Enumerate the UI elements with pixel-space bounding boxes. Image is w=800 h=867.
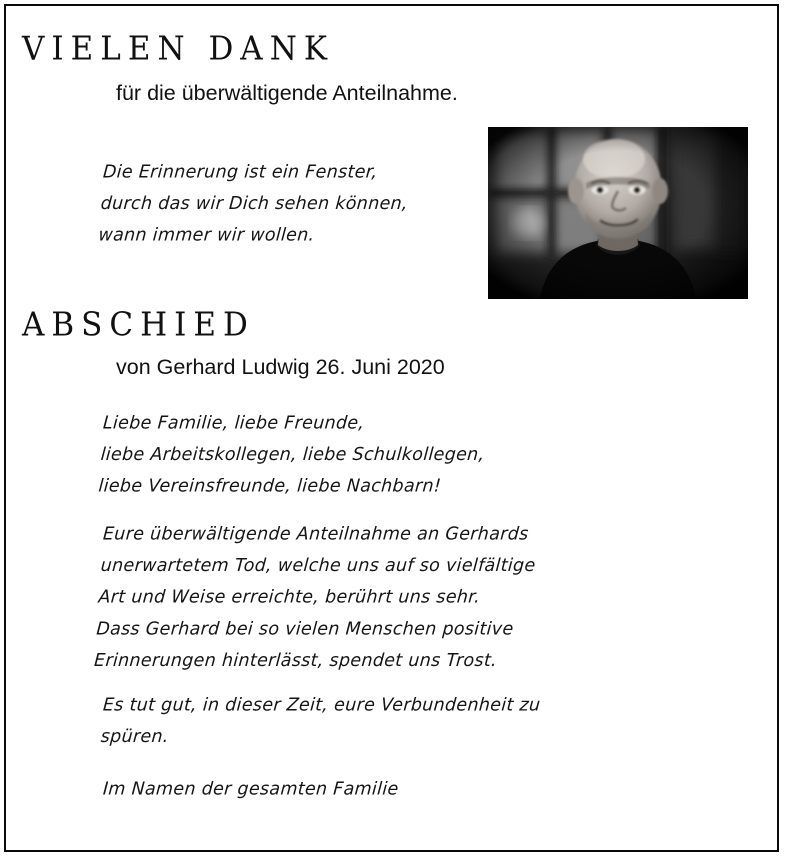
deceased-name-and-date: von Gerhard Ludwig 26. Juni 2020 xyxy=(116,355,445,379)
letter-signoff: Im Namen der gesamten Familie xyxy=(102,779,400,800)
letter-body: Eure überwältigende Anteilnahme an Gerhards unerwartetem Tod, welche uns auf so vielfältige Art und Weise erreichte, berührt uns sehr. Dass Gerhard bei so vielen Menschen positive Erinnerungen hinterlässt, spendet uns Trost. xyxy=(93,524,537,671)
farewell-heading: ABSCHIED xyxy=(22,306,255,345)
letter-salutation: Liebe Familie, liebe Freunde, liebe Arbeitskollegen, liebe Schulkollegen, liebe Vereinsfreunde, liebe Nachbarn! xyxy=(97,413,486,497)
letter-closing: Es tut gut, in dieser Zeit, eure Verbundenheit zu spüren. xyxy=(100,695,542,748)
thanks-heading: VIELEN DANK xyxy=(22,30,334,69)
thanks-subtitle: für die überwältigende Anteilnahme. xyxy=(116,81,458,105)
portrait-photo xyxy=(488,127,748,299)
portrait-photo-image xyxy=(488,127,748,299)
memorial-poem: Die Erinnerung ist ein Fenster, durch das wir Dich sehen können, wann immer wir wollen. xyxy=(97,162,409,246)
